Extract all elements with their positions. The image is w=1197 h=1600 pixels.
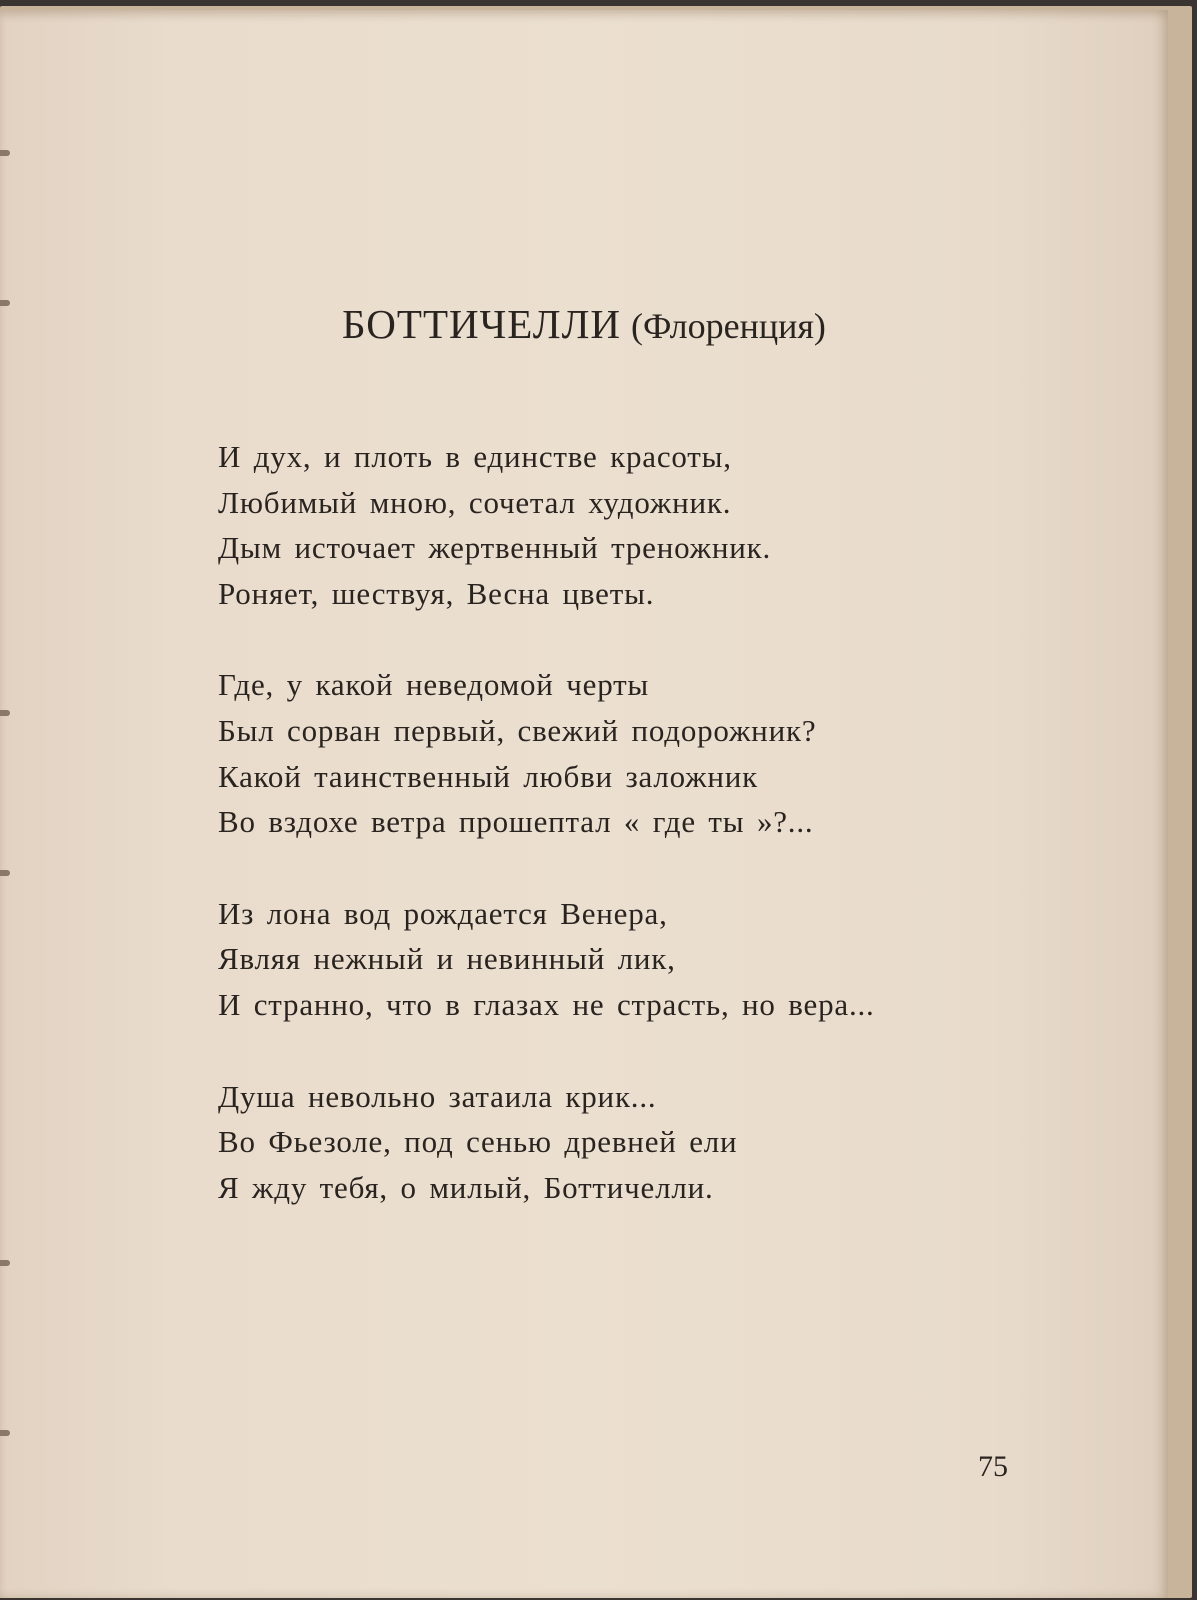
binding-hole <box>0 1260 10 1266</box>
poem-line: Был сорван первый, свежий подорожник? <box>218 712 817 748</box>
page-number: 75 <box>978 1450 1008 1483</box>
poem-line: Душа невольно затаила крик... <box>218 1078 657 1114</box>
stanza <box>218 434 1018 616</box>
poem-line: Из лона вод рождается Венера, <box>218 895 668 931</box>
poem-line: И дух, и плоть в единстве красоты, <box>218 439 732 474</box>
poem-line: Какой таинственный любви заложник <box>218 758 759 794</box>
poem-line: Роняет, шествуя, Весна цветы. <box>218 575 655 611</box>
book-page <box>0 10 1168 1598</box>
poem-line: Дым источает жертвенный треножник. <box>218 530 772 566</box>
poem-line: Где, у какой неведомой черты <box>218 667 650 703</box>
binding-hole <box>0 710 10 716</box>
poem-line: Любимый мною, сочетал художник. <box>218 484 732 520</box>
poem-title-subtitle: (Флоренция) <box>631 306 826 346</box>
poem-line: И странно, что в глазах не страсть, но вера... <box>218 986 875 1022</box>
poem-line: Во Фьезоле, под сенью древней ели <box>218 1124 738 1160</box>
poem-line: Являя нежный и невинный лик, <box>218 941 676 977</box>
binding-hole <box>0 1430 10 1436</box>
poem-title <box>0 300 1168 348</box>
poem-line: Во вздохе ветра прошептал « где ты »?... <box>218 804 814 840</box>
poem-body <box>218 434 1018 1256</box>
poem-title-main: БОТТИЧЕЛЛИ <box>342 301 621 347</box>
binding-hole <box>0 870 10 876</box>
stanza <box>218 891 1018 1028</box>
poem-line: Я жду тебя, о милый, Боттичелли. <box>218 1169 714 1205</box>
stanza <box>218 1074 1018 1211</box>
binding-hole <box>0 150 10 156</box>
stanza <box>218 662 1018 844</box>
